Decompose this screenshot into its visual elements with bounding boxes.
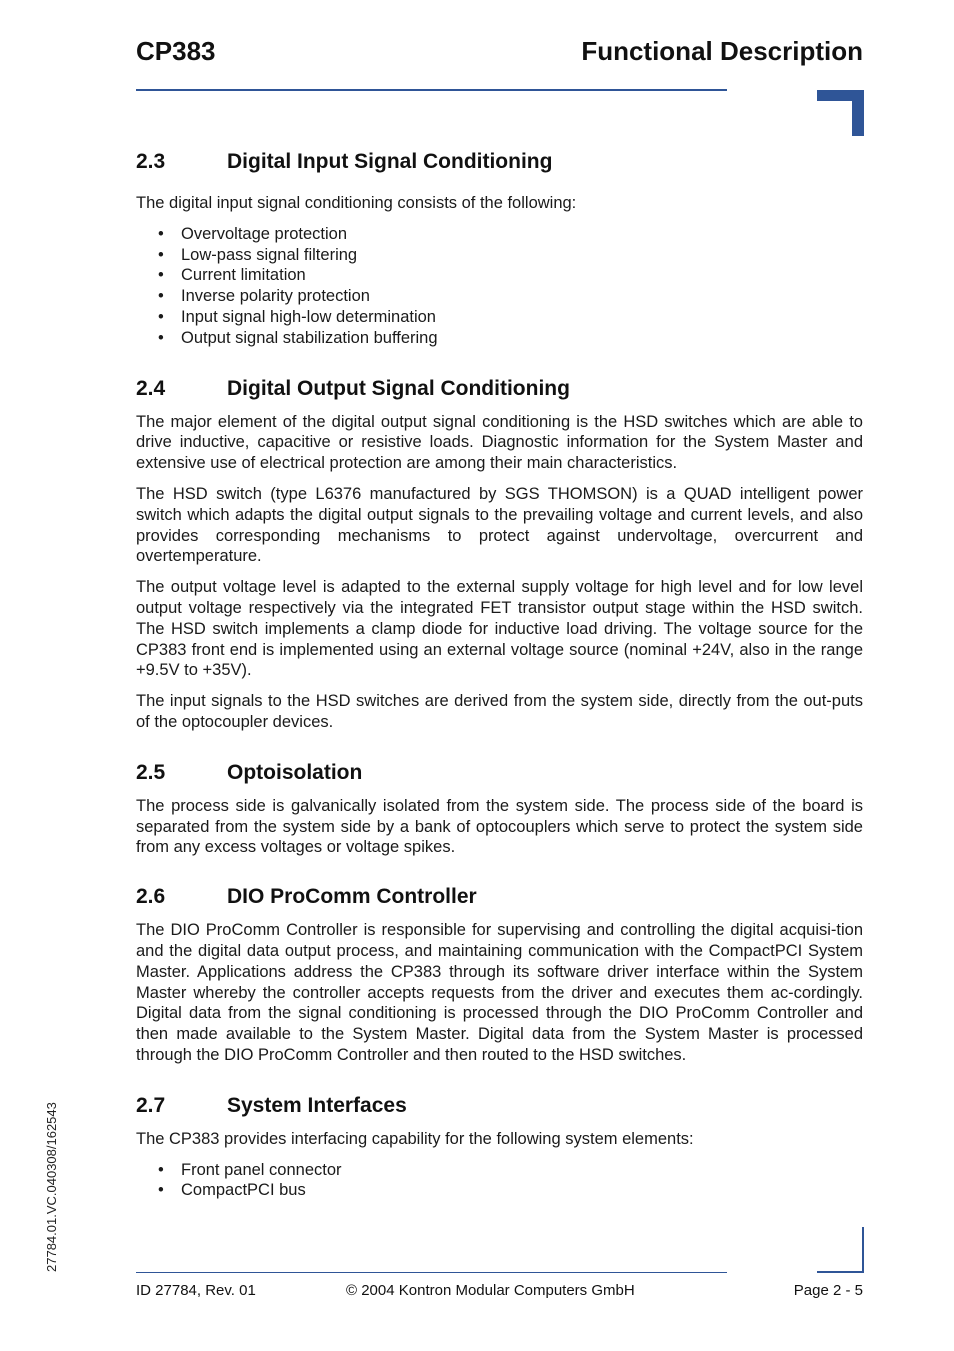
corner-mark-bottom	[817, 1227, 864, 1273]
section-paragraph: The input signals to the HSD switches are derived from the system side, directly from the out-puts of the optocoupler devices.	[136, 692, 863, 731]
section-paragraph: The digital input signal conditioning consists of the following:	[136, 194, 577, 212]
section-heading: 2.5 Optoisolation	[136, 760, 363, 784]
section-paragraph: The HSD switch (type L6376 manufactured by SGS THOMSON) is a QUAD intelligent power switch which adapts the digital output signals to the prevailing voltage and current levels, and also provides corresponding mechanisms to protect against undervoltage, overcurrent and overtemperature.	[136, 484, 863, 566]
section-2-3	[136, 150, 863, 349]
footer-page-number: Page 2 - 5	[793, 1282, 863, 1299]
list-item: • Inverse polarity protection	[136, 286, 863, 307]
section-2-4	[136, 377, 863, 733]
section-paragraph: The DIO ProComm Controller is responsible for supervising and controlling the digital acquisi-tion and the digital data output process, and maintaining communication with the CompactPCI System Master. Applications address the CP383 through its software driver interface within the System Master whereby the controller accepts requests from the driver and executes them ac-cordingly. Digital data from the signal conditioning is processed through the DIO ProComm Controller and then made available to the System Master. Digital data from the System Master is processed through the DIO ProComm Controller and then routed to the HSD switches.	[136, 921, 863, 1064]
section-paragraph: The process side is galvanically isolated from the system side. The process side of the board is separated from the system side by a bank of optocouplers which serve to protect the system side from any excess voltages or voltage spikes.	[136, 796, 863, 857]
section-heading: 2.6 DIO ProComm Controller	[136, 885, 477, 909]
section-heading: 2.7 System Interfaces	[136, 1093, 407, 1117]
footer-document-id: ID 27784, Rev. 01	[136, 1282, 256, 1299]
section-paragraph: The CP383 provides interfacing capability for the following system elements:	[136, 1129, 694, 1148]
list-item: • Input signal high-low determination	[136, 307, 863, 328]
corner-mark-top	[817, 90, 864, 136]
section-paragraph: The output voltage level is adapted to the external supply voltage for high level and for low level output voltage respectively via the integrated FET transistor output stage within the HSD switch. The HSD switch implements a clamp diode for inductive load driving. The voltage source for the CP383 front end is implemented using an external voltage source (nominal +24V, also in the range +9.5V to +35V).	[136, 578, 863, 680]
document-version-code: 27784.01.VC.040308/162543	[44, 1102, 59, 1272]
section-2-7	[136, 1094, 863, 1201]
header-rule	[136, 89, 727, 91]
section-heading: 2.4 Digital Output Signal Conditioning	[136, 376, 570, 400]
header-chapter-title: Functional Description	[581, 36, 863, 66]
list-item: • Front panel connector	[136, 1160, 863, 1181]
list-item: • Output signal stabilization buffering	[136, 328, 863, 349]
list-item: • Low-pass signal filtering	[136, 245, 863, 266]
bullet-list	[136, 1160, 863, 1202]
header-doc-title: CP383	[136, 36, 216, 66]
list-item: • Current limitation	[136, 265, 863, 286]
list-item: • CompactPCI bus	[136, 1180, 863, 1201]
page-content	[136, 150, 863, 1201]
section-2-5	[136, 761, 863, 858]
list-item: • Overvoltage protection	[136, 224, 863, 245]
footer-copyright: © 2004 Kontron Modular Computers GmbH	[346, 1282, 635, 1299]
section-2-6	[136, 885, 863, 1066]
footer-rule	[136, 1272, 727, 1273]
section-paragraph: The major element of the digital output signal conditioning is the HSD switches which are able to drive inductive, capacitive or resistive loads. Diagnostic information for the System Master and extensive use of electrical protection are among their main characteristics.	[136, 412, 863, 473]
section-heading: 2.3 Digital Input Signal Conditioning	[136, 150, 553, 173]
bullet-list	[136, 224, 863, 349]
